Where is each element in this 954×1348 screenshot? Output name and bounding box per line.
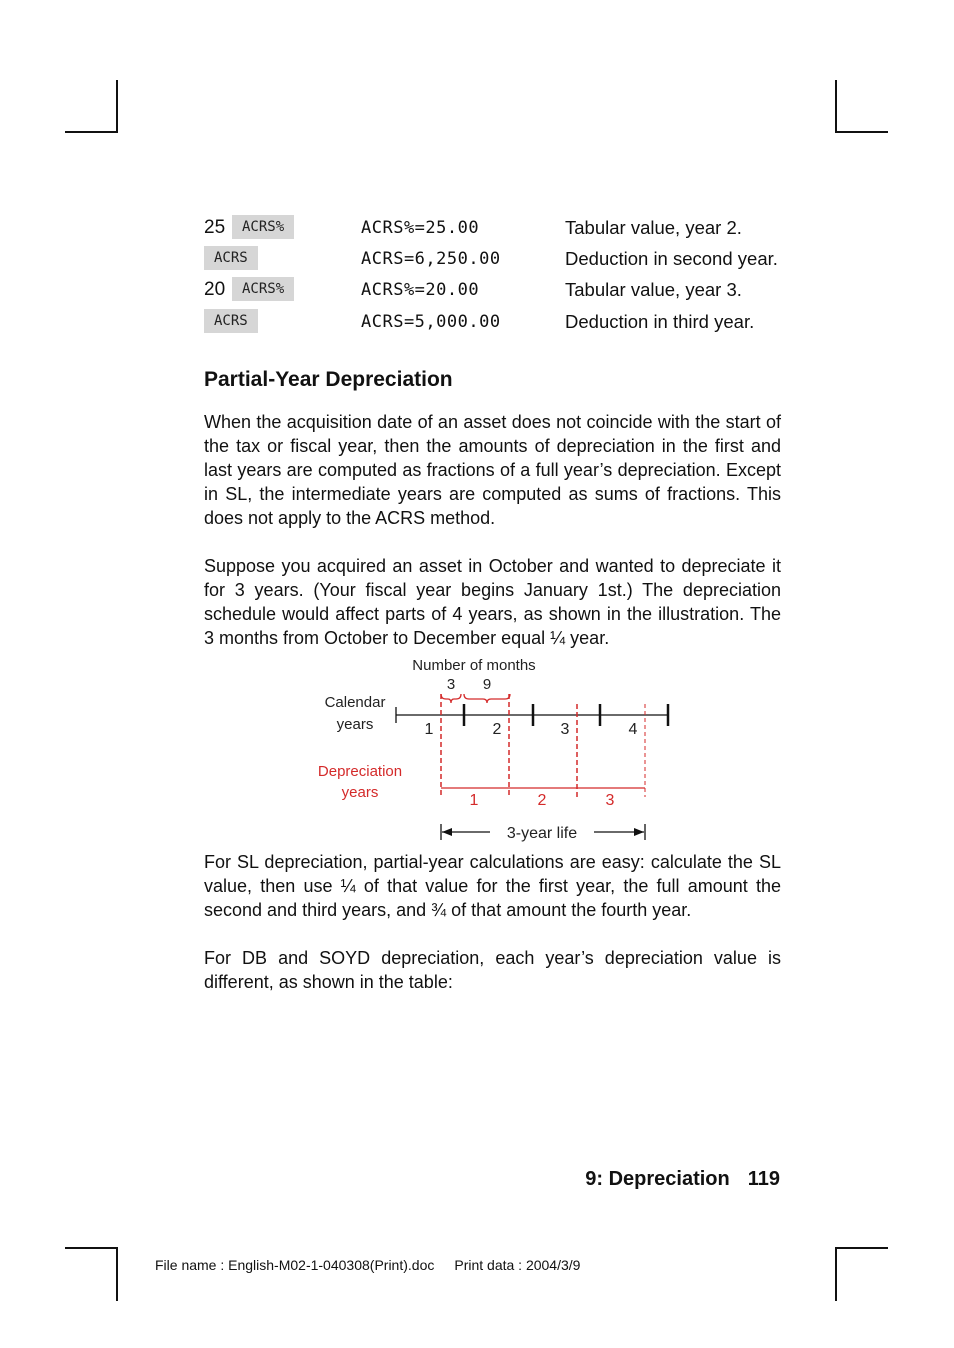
section-title: Partial-Year Depreciation: [204, 368, 453, 391]
crop-mark: [65, 131, 118, 133]
keystroke-description: Tabular value, year 2.: [565, 217, 742, 238]
crop-mark: [835, 1247, 837, 1301]
keystroke-number: 25: [204, 217, 226, 238]
acrs-percent-softkey[interactable]: ACRS%: [232, 277, 294, 301]
months-brace: [464, 694, 510, 703]
depreciation-label: years: [341, 784, 379, 801]
depreciation-label: Depreciation: [317, 763, 403, 780]
paragraph: For SL depreciation, partial-year calculations are easy: calculate the SL value, then use ¼ of that value for the first year, the full amount the second and third years, and ¾ of that amount the fourth year.: [204, 852, 781, 920]
page-number: 119: [747, 1168, 780, 1190]
calendar-year-label: 1: [424, 721, 434, 738]
calendar-year-label: 2: [492, 721, 502, 738]
calculator-display: ACRS%=25.00: [361, 218, 480, 238]
crop-mark: [65, 1247, 118, 1249]
months-value: 3: [446, 676, 456, 693]
crop-mark: [116, 1247, 118, 1301]
left-arrowhead-icon: [442, 828, 452, 836]
chapter-title: 9: Depreciation: [585, 1168, 730, 1190]
crop-mark: [835, 1247, 888, 1249]
print-date: Print data : 2004/3/9: [454, 1257, 581, 1273]
acrs-softkey[interactable]: ACRS: [204, 309, 258, 333]
file-name: File name : English-M02-1-040308(Print).doc: [155, 1257, 435, 1273]
acrs-percent-softkey[interactable]: ACRS%: [232, 215, 294, 239]
calculator-display: ACRS=6,250.00: [361, 249, 501, 269]
calendar-year-label: 3: [560, 721, 570, 738]
depreciation-year-label: 1: [469, 792, 479, 809]
calendar-label: years: [336, 716, 374, 733]
crop-mark: [116, 80, 118, 133]
right-arrowhead-icon: [634, 828, 644, 836]
calendar-year-label: 4: [628, 721, 638, 738]
depreciation-year-label: 2: [537, 792, 547, 809]
acrs-softkey[interactable]: ACRS: [204, 246, 258, 270]
paragraph: For DB and SOYD depreciation, each year’s depreciation value is different, as shown in the table:: [204, 948, 781, 992]
calculator-display: ACRS%=20.00: [361, 280, 480, 300]
depreciation-timeline-diagram: [300, 650, 700, 850]
crop-mark: [835, 131, 888, 133]
months-value: 9: [482, 676, 492, 693]
calendar-label: Calendar: [324, 694, 386, 711]
months-label: Number of months: [412, 657, 536, 674]
months-brace: [441, 694, 461, 703]
crop-mark: [835, 80, 837, 133]
page-footer: [585, 1168, 780, 1191]
keystroke-description: Deduction in third year.: [565, 311, 755, 332]
print-info: [155, 1257, 580, 1273]
depreciation-year-label: 3: [605, 792, 615, 809]
calculator-display: ACRS=5,000.00: [361, 312, 501, 332]
keystroke-number: 20: [204, 279, 226, 300]
paragraph: Suppose you acquired an asset in October and wanted to depreciate it for 3 years. (Your fiscal year begins January 1st.) The depreciation schedule would affect parts of 4 years, as shown in the illustration. The 3 months from October to December equal ¼ year.: [204, 556, 781, 648]
keystroke-description: Deduction in second year.: [565, 248, 778, 269]
keystroke-description: Tabular value, year 3.: [565, 279, 742, 300]
paragraph: When the acquisition date of an asset does not coincide with the start of the tax or fiscal year, then the amounts of depreciation in the first and last years are computed as fractions of a full year’s depreciation. Except in SL, the intermediate years are computed as sums of fractions. This does not apply to the ACRS method.: [204, 412, 781, 528]
life-span-label: 3-year life: [506, 825, 578, 842]
